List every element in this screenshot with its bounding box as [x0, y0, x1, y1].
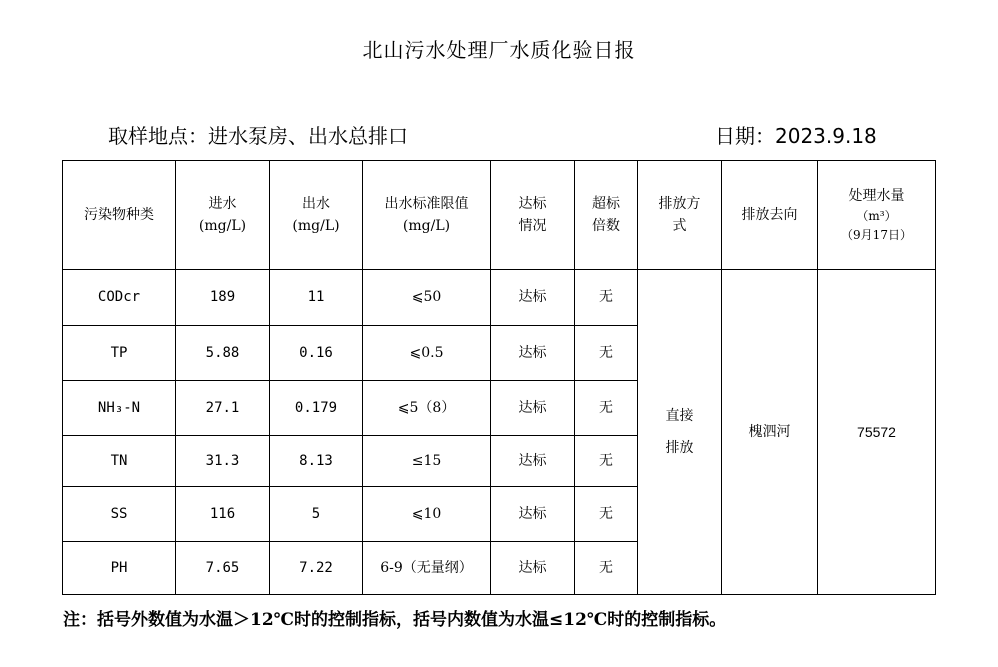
outflow-value: 7.22 [270, 542, 363, 595]
limit-value: ⩽10 [363, 487, 491, 542]
limit-value: ⩽50 [363, 270, 491, 326]
header-pollutant: 污染物种类 [63, 161, 176, 270]
exceed-value: 无 [575, 436, 638, 487]
limit-value: ⩽5（8） [363, 381, 491, 436]
header-discharge-mode: 排放方 式 [638, 161, 722, 270]
outflow-value: 0.16 [270, 326, 363, 381]
treated-volume-cell: 75572 [818, 270, 936, 595]
outflow-value: 5 [270, 487, 363, 542]
exceed-value: 无 [575, 381, 638, 436]
exceed-value: 无 [575, 270, 638, 326]
status-value: 达标 [491, 542, 575, 595]
outflow-value: 0.179 [270, 381, 363, 436]
outflow-value: 8.13 [270, 436, 363, 487]
header-compliance: 达标 情况 [491, 161, 575, 270]
outflow-value: 11 [270, 270, 363, 326]
pollutant-name: CODcr [63, 270, 176, 326]
pollutant-name: NH₃-N [63, 381, 176, 436]
header-inflow: 进水 (mg/L) [176, 161, 270, 270]
pollutant-name: TN [63, 436, 176, 487]
footnote: 注：括号外数值为水温＞12℃时的控制指标，括号内数值为水温≤12℃时的控制指标。 [63, 610, 727, 630]
inflow-value: 7.65 [176, 542, 270, 595]
header-exceed-multiple: 超标 倍数 [575, 161, 638, 270]
table-row [63, 270, 936, 326]
discharge-destination-cell: 槐泗河 [722, 270, 818, 595]
pollutant-name: TP [63, 326, 176, 381]
exceed-value: 无 [575, 487, 638, 542]
status-value: 达标 [491, 326, 575, 381]
header-row [63, 161, 936, 270]
inflow-value: 189 [176, 270, 270, 326]
inflow-value: 5.88 [176, 326, 270, 381]
inflow-value: 116 [176, 487, 270, 542]
report-date: 日期：2023.9.18 [715, 124, 877, 148]
header-outflow: 出水 (mg/L) [270, 161, 363, 270]
header-discharge-destination: 排放去向 [722, 161, 818, 270]
status-value: 达标 [491, 381, 575, 436]
exceed-value: 无 [575, 542, 638, 595]
limit-value: ⩽0.5 [363, 326, 491, 381]
exceed-value: 无 [575, 326, 638, 381]
pollutant-name: SS [63, 487, 176, 542]
limit-value: ≤15 [363, 436, 491, 487]
sampling-location: 取样地点：进水泵房、出水总排口 [108, 124, 408, 148]
status-value: 达标 [491, 270, 575, 326]
status-value: 达标 [491, 436, 575, 487]
status-value: 达标 [491, 487, 575, 542]
pollutant-name: PH [63, 542, 176, 595]
limit-value: 6-9（无量纲） [363, 542, 491, 595]
header-limit: 出水标准限值 (mg/L) [363, 161, 491, 270]
header-treated-volume: 处理水量 （m³） （9月17日） [818, 161, 936, 270]
inflow-value: 27.1 [176, 381, 270, 436]
discharge-mode-cell: 直接 排放 [638, 270, 722, 595]
water-quality-table [62, 160, 936, 595]
inflow-value: 31.3 [176, 436, 270, 487]
report-title: 北山污水处理厂水质化验日报 [362, 38, 636, 62]
